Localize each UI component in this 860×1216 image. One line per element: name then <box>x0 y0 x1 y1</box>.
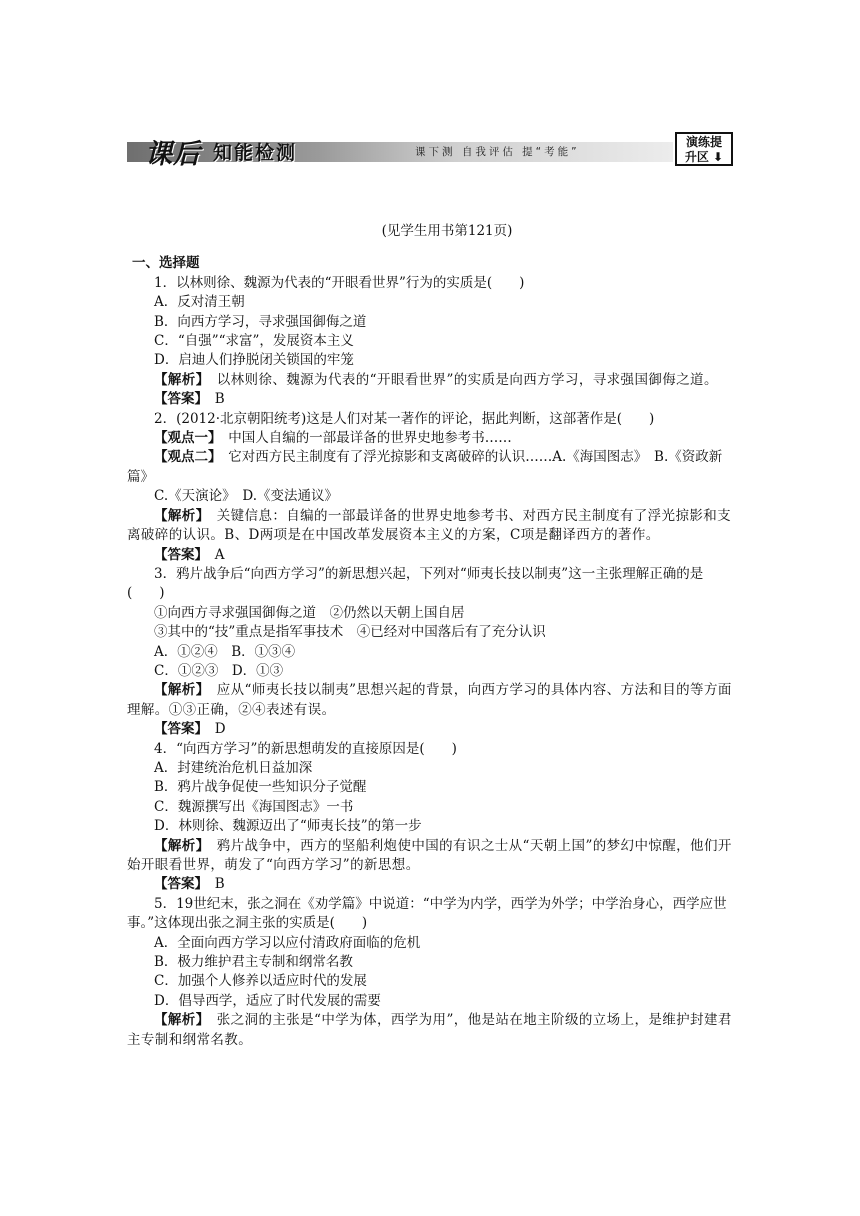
explanation-label: 【解析】 <box>154 1012 203 1029</box>
q3-statements-2: ③其中的“技”重点是指军事技术 ④已经对中国落后有了充分认识 <box>154 624 546 641</box>
explanation-text: 关键信息：自编的一部最详备的世界史地参考书、对西方民主制度有了浮光掠影和支离破碎的认识。B、D两项是在中国改革发展资本主义的方案，C项是翻译西方的著作。 <box>127 507 732 544</box>
q5-explanation <box>127 1011 739 1050</box>
explanation-label: 【解析】 <box>154 837 203 854</box>
q5-option-b: B．极力维护君主专制和纲常名教 <box>154 954 353 971</box>
explanation-text: 应从“师夷长技以制夷”思想兴起的背景，向西方学习的具体内容、方法和目的等方面理解。①③正确，②④表述有误。 <box>127 682 732 718</box>
banner-gradient-strip <box>127 142 673 162</box>
explanation-label: 【解析】 <box>154 682 203 699</box>
viewpoint-label: 【观点一】 <box>154 430 215 447</box>
answer-label: 【答案】 <box>154 876 202 893</box>
q3-answer <box>127 720 739 739</box>
q3-options-ab: A．①②④ B．①③④ <box>154 643 296 660</box>
section-banner <box>127 132 735 168</box>
exercise-content <box>127 222 739 1050</box>
q3-explanation <box>127 681 739 720</box>
q1-explanation <box>127 371 739 390</box>
q5-option-a: A．全面向西方学习以应付清政府面临的危机 <box>154 934 421 951</box>
q2-answer <box>127 546 739 565</box>
answer-value: B <box>201 391 225 408</box>
answer-value: B <box>201 876 225 893</box>
q4-option-c: C．魏源撰写出《海国图志》一书 <box>154 798 354 815</box>
practice-zone-line1: 演练提 <box>685 135 722 149</box>
viewpoint-label: 【观点二】 <box>154 449 215 466</box>
q4-explanation <box>127 837 739 876</box>
viewpoint-text: 它对西方民主制度有了浮光掠影和支离破碎的认识……A.《海国图志》 B.《资政新篇》 <box>127 449 723 485</box>
question-4: 4．“向西方学习”的新思想萌发的直接原因是( ) <box>154 740 457 757</box>
q3-options-cd: C．①②③ D．①③ <box>154 662 284 679</box>
practice-zone-box <box>675 132 733 166</box>
q1-option-c: C．“自强”“求富”，发展资本主义 <box>154 333 354 350</box>
question-1: 1．以林则徐、魏源为代表的“开眼看世界”行为的实质是( ) <box>154 274 525 291</box>
explanation-text: 以林则徐、魏源为代表的“开眼看世界”的实质是向西方学习，寻求强国御侮之道。 <box>202 371 718 388</box>
q1-option-b: B．向西方学习，寻求强国御侮之道 <box>154 313 367 330</box>
explanation-label: 【解析】 <box>154 507 203 524</box>
answer-value: A <box>201 546 225 563</box>
q4-option-a: A．封建统治危机日益加深 <box>154 759 313 776</box>
q2-viewpoint-2 <box>127 448 739 487</box>
book-page-reference: (见学生用书第121页) <box>381 223 513 239</box>
answer-value: D <box>201 721 226 738</box>
question-2: 2．(2012·北京朝阳统考)这是人们对某一著作的评论，据此判断，这部著作是( ) <box>154 410 655 427</box>
q1-option-d: D．启迪人们挣脱闭关锁国的牢笼 <box>154 352 354 369</box>
q4-answer <box>127 875 739 894</box>
answer-label: 【答案】 <box>154 721 202 738</box>
explanation-text: 鸦片战争中，西方的坚船利炮使中国的有识之士从“天朝上国”的梦幻中惊醒，他们开始开眼看世界，萌发了“向西方学习”的新思想。 <box>127 837 732 873</box>
q2-options-cd: C.《天演论》 D.《变法通议》 <box>154 488 339 505</box>
question-5: 5．19世纪末，张之洞在《劝学篇》中说道：“中学为内学，西学为外学；中学治身心，西学应世事。”这体现出张之洞主张的实质是( ) <box>127 895 727 932</box>
viewpoint-text: 中国人自编的一部最详备的世界史地参考书…… <box>214 430 512 447</box>
q4-option-d: D．林则徐、魏源迈出了“师夷长技”的第一步 <box>154 818 422 835</box>
explanation-text: 张之洞的主张是“中学为体，西学为用”，他是站在地主阶级的立场上，是维护封建君主专制和纲常名教。 <box>127 1012 732 1048</box>
practice-zone-line2: 升区 ⬇ <box>684 150 724 164</box>
q4-option-b: B．鸦片战争促使一些知识分子觉醒 <box>154 779 367 796</box>
section-title: 一、选择题 <box>132 255 200 272</box>
q3-statements-1: ①向西方寻求强国御侮之道 ②仍然以天朝上国自居 <box>154 604 465 621</box>
answer-label: 【答案】 <box>154 391 202 408</box>
q5-option-d: D．倡导西学，适应了时代发展的需要 <box>154 992 381 1009</box>
explanation-label: 【解析】 <box>154 371 203 388</box>
q2-explanation <box>127 507 739 546</box>
banner-title-part2: 知能检测 <box>213 142 298 164</box>
banner-title-part1: 课后 <box>145 139 201 170</box>
q1-answer <box>127 390 739 409</box>
q2-viewpoint-1 <box>127 429 739 448</box>
q5-option-c: C．加强个人修养以适应时代的发展 <box>154 973 367 990</box>
q1-option-a: A．反对清王朝 <box>154 294 245 311</box>
banner-tagline: 课下测 自我评估 提“考能” <box>415 146 580 158</box>
answer-label: 【答案】 <box>154 546 202 563</box>
question-3: 3．鸦片战争后“向西方学习”的新思想兴起，下列对“师夷长技以制夷”这一主张理解正确的是( ) <box>127 565 704 602</box>
